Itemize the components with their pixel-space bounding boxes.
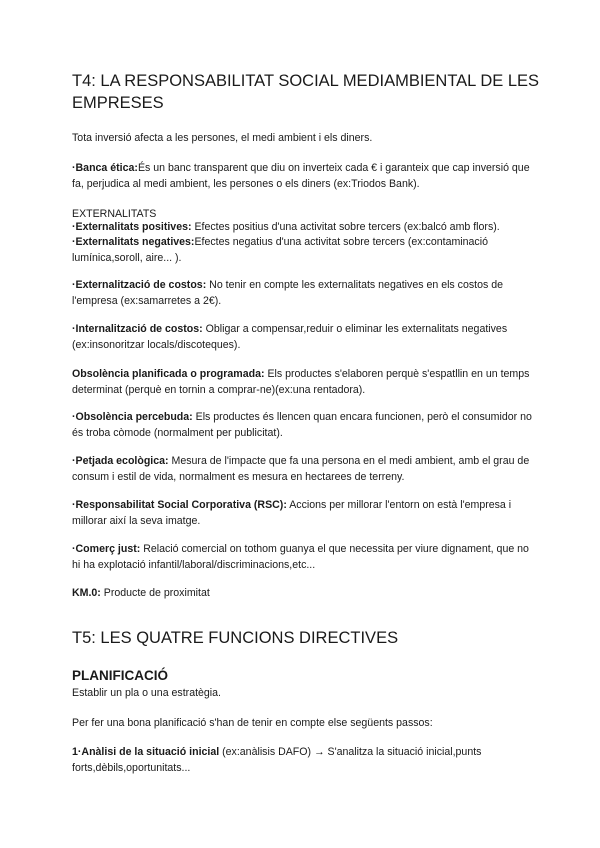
planificacio-heading: PLANIFICACIÓ <box>72 668 168 683</box>
obsolencia-planificada-text: Els productes s'elaboren perquè s'espatllin en un temps determinat (perquè en tornin a comprar-ne)(ex:una rentadora). <box>72 368 530 396</box>
t5-heading: T5: LES QUATRE FUNCIONS DIRECTIVES <box>72 629 399 647</box>
rsc-term: ·Responsabilitat Social Corporativa (RSC): <box>72 499 287 511</box>
petjada-ecologica-term: ·Petjada ecològica: <box>72 455 169 467</box>
internalitzacio-costos-paragraph <box>72 321 532 353</box>
km0-term: KM.0: <box>72 587 101 599</box>
externalitzacio-costos-term: ·Externalització de costos: <box>72 279 207 291</box>
obsolencia-planificada-paragraph <box>72 366 532 398</box>
t4-heading: T4: LA RESPONSABILITAT SOCIAL MEDIAMBIENTAL DE LES EMPRESES <box>72 72 540 112</box>
km0-paragraph <box>72 585 532 601</box>
externalitzacio-costos-text: No tenir en compte les externalitats negatives en els costos de l'empresa (ex:samarretes a 2€). <box>72 279 504 307</box>
obsolencia-percebuda-paragraph <box>72 409 532 441</box>
externalitats-positives-term: ·Externalitats positives: <box>72 221 192 233</box>
step-1-term: 1·Anàlisi de la situació inicial <box>72 746 220 758</box>
externalitzacio-costos-paragraph <box>72 277 532 309</box>
intro-paragraph: Tota inversió afecta a les persones, el medi ambient i els diners. <box>72 132 373 144</box>
externalitats-negatives-term: ·Externalitats negatives: <box>72 236 195 248</box>
petjada-ecologica-text: Mesura de l'impacte que fa una persona en el medi ambient, amb el grau de consum i estil de vida, normalment es mesura en hectarees de terreny. <box>72 455 530 483</box>
comerc-just-paragraph <box>72 541 532 573</box>
obsolencia-percebuda-term: ·Obsolència percebuda: <box>72 411 193 423</box>
externalitats-positives-paragraph <box>72 219 532 235</box>
passos-paragraph: Per fer una bona planificació s'han de tenir en compte else següents passos: <box>72 717 433 729</box>
step-1-paragraph <box>72 744 532 776</box>
internalitzacio-costos-text: Obligar a compensar,reduir o eliminar les externalitats negatives (ex:insonoritzar locals/discoteques). <box>72 323 508 351</box>
rsc-text: Accions per millorar l'entorn on està l'empresa i millorar així la seva imatge. <box>72 499 512 527</box>
rsc-paragraph <box>72 497 532 529</box>
petjada-ecologica-paragraph <box>72 453 532 485</box>
banca-etica-term: ·Banca ética: <box>72 162 138 174</box>
banca-etica-text: És un banc transparent que diu on inverteix cada € i garanteix que cap inversió que fa, perjudica al medi ambient, les persones o els diners (ex:Triodos Bank). <box>72 162 530 190</box>
obsolencia-percebuda-text: Els productes és llencen quan encara funcionen, però el consumidor no és troba còmode (normalment per publicitat). <box>72 411 532 439</box>
obsolencia-planificada-term: Obsolència planificada o programada: <box>72 368 265 380</box>
km0-text: Producte de proximitat <box>100 587 210 599</box>
externalitats-positives-text: Efectes positius d'una activitat sobre tercers (ex:balcó amb flors). <box>191 221 500 233</box>
banca-etica-paragraph <box>72 160 532 192</box>
externalitats-negatives-text: Efectes negatius d'una activitat sobre tercers (ex:contaminació lumínica,soroll, aire... ). <box>72 236 488 264</box>
planificacio-definition: Establir un pla o una estratègia. <box>72 687 221 699</box>
externalitats-label: EXTERNALITATS <box>72 208 157 220</box>
internalitzacio-costos-term: ·Internalització de costos: <box>72 323 203 335</box>
externalitats-negatives-paragraph <box>72 234 532 266</box>
comerc-just-text: Relació comercial on tothom guanya el que necessita per viure dignament, que no hi ha explotació infantil/laboral/discriminacions,etc... <box>72 543 529 571</box>
step-1-text: (ex:anàlisis DAFO) → S'analitza la situació inicial,punts forts,dèbils,oportunitats... <box>72 746 482 774</box>
comerc-just-term: ·Comerç just: <box>72 543 141 555</box>
